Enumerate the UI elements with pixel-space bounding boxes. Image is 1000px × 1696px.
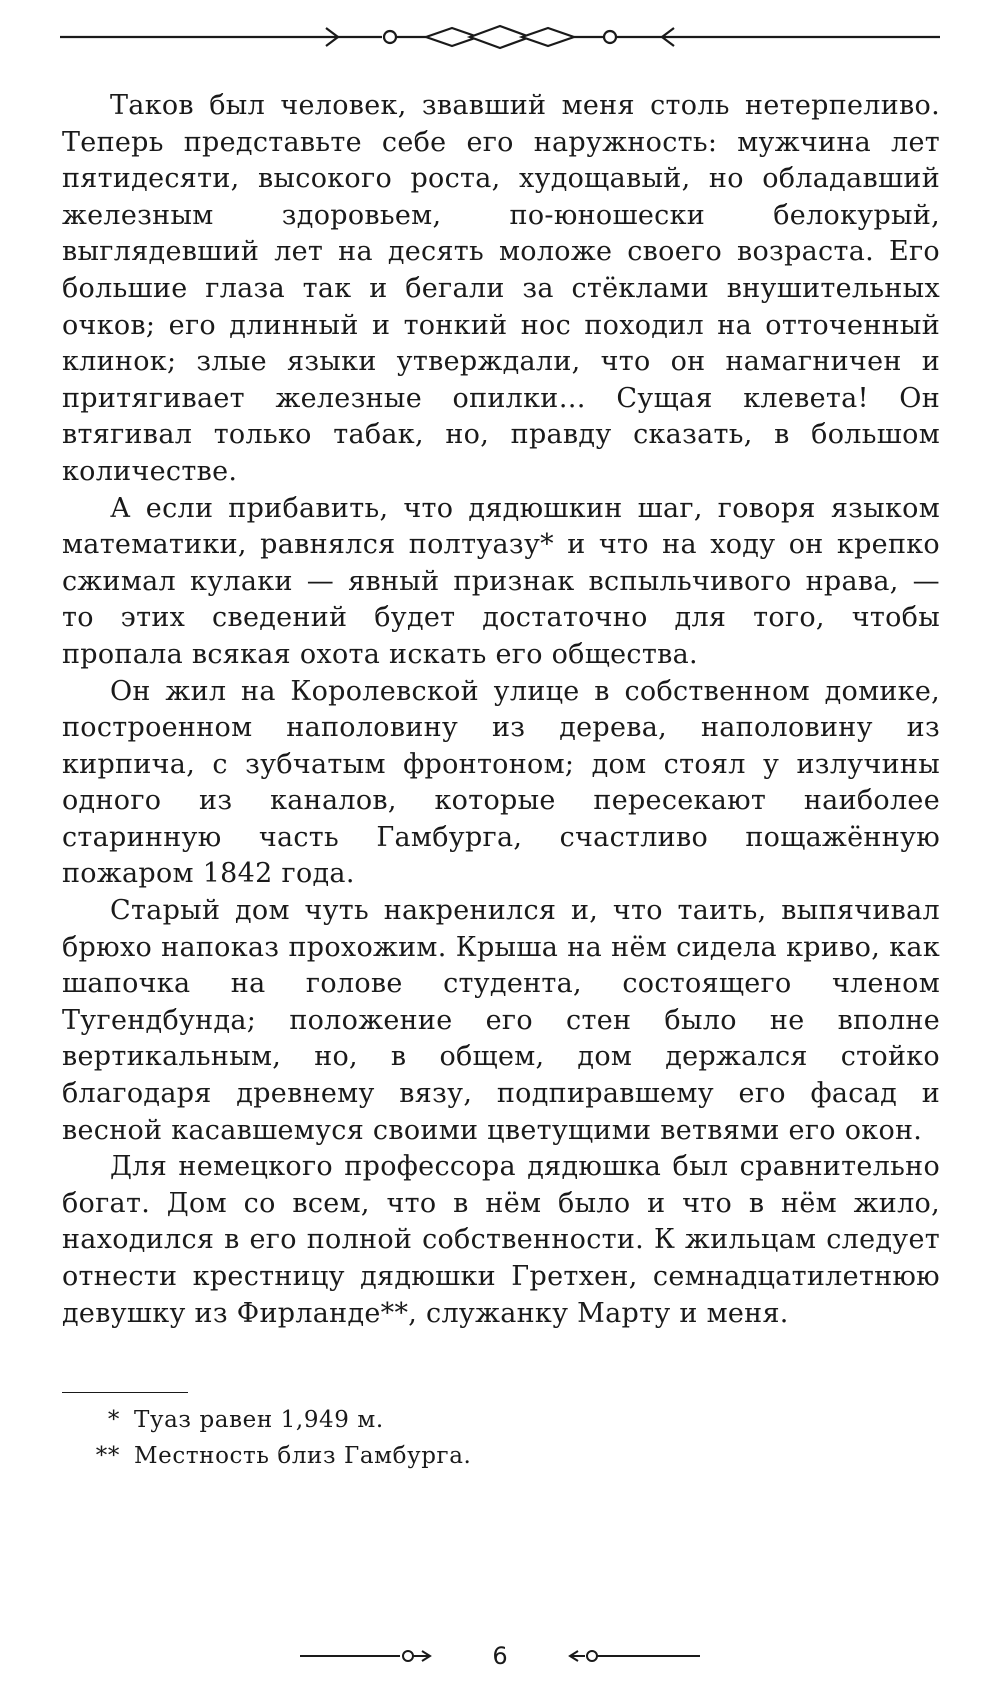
footnote-text: Туаз равен 1,949 м. (134, 1407, 384, 1433)
paragraph: Старый дом чуть накренился и, что таить, выпячивал брюхо напоказ прохожим. Крыша на нём сидела криво, как шапочка на голове студента, состоящего членом Тугендбунда; положение его стен было не вполне вертикальным, но, в общем, дом держался стойко благодаря древнему вязу, подпиравшему его фасад и весной касавшемуся своими цветущими ветвями его окон. (62, 895, 940, 1146)
footnote-mark: ** (95, 1443, 120, 1469)
paragraph: Для немецкого профессора дядюшка был сравнительно богат. Дом со всем, что в нём было и что в нём жило, находился в его полной собственности. К жильцам следует отнести крестницу дядюшки Гретхен, семнадцатилетнюю девушку из Фирланде**, служанку Марту и меня. (62, 1151, 940, 1329)
footnote (62, 1438, 940, 1474)
footnote-divider (62, 1392, 188, 1393)
paragraph: А если прибавить, что дядюшкин шаг, говоря языком математики, равнялся полтуазу* и что на ходу он крепко сжимал кулаки — явный признак вспыльчивого нрава, — то этих сведений будет достаточно для того, чтобы пропала всякая охота искать его общества. (62, 492, 940, 670)
footnote-text: Местность близ Гамбурга. (134, 1443, 472, 1469)
footnote (62, 1402, 940, 1438)
paragraph: Таков был человек, звавший меня столь нетерпеливо. Теперь представьте себе его наружность: мужчина лет пятидесяти, высокого роста, худощавый, но обладавший железным здоровьем, по-юношески белокурый, выглядевший лет на десять моложе своего возраста. Его большие глаза так и бегали за стёклами внушительных очков; его длинный и тонкий нос походил на отточенный клинок; злые языки утверждали, что он намагничен и притягивает железные опилки… Сущая клевета! Он втягивал только табак, но, правду сказать, в большом количестве. (62, 90, 940, 487)
footnotes (62, 1402, 940, 1474)
header-ornament-icon (60, 18, 940, 58)
paragraph: Он жил на Королевской улице в собственном домике, построенном наполовину из дерева, наполовину из кирпича, с зубчатым фронтоном; дом стоял у излучины одного из каналов, которые пересекают наиболее старинную часть Гамбурга, счастливо пощажённую пожаром 1842 года. (62, 675, 940, 890)
body-text (62, 88, 940, 1332)
footnote-mark: * (107, 1407, 120, 1433)
page-number: 6 (492, 1642, 508, 1670)
page-footer (290, 1640, 710, 1672)
